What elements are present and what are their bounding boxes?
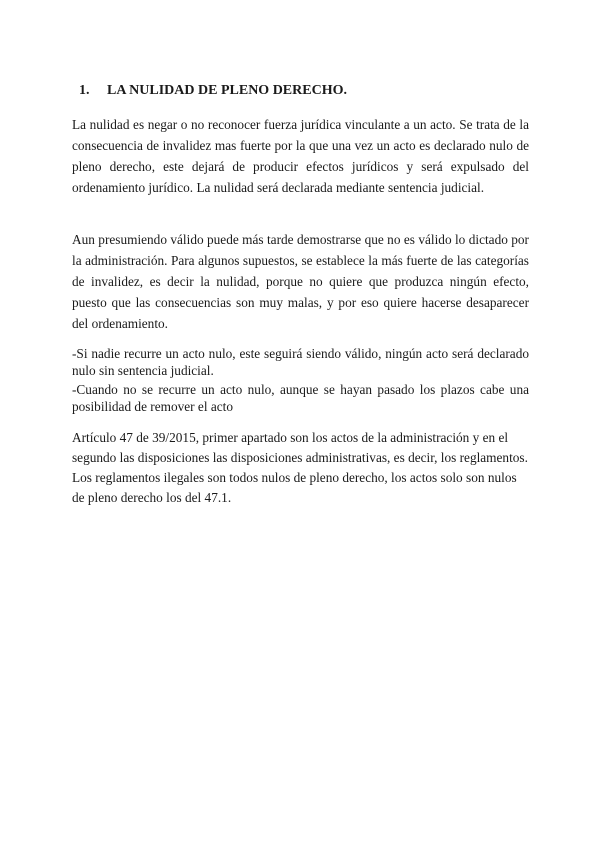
paragraph-bullet-1: -Si nadie recurre un acto nulo, este seguirá siendo válido, ningún acto será declarado nulo sin sentencia judicial. (72, 346, 529, 378)
section-heading (79, 82, 347, 100)
paragraph-bullet-2: -Cuando no se recurre un acto nulo, aunque se hayan pasado los plazos cabe una posibilidad de remover el acto (72, 382, 529, 414)
section-title: LA NULIDAD DE PLENO DERECHO. (107, 83, 347, 98)
section-number: 1. (79, 83, 90, 98)
paragraph-presumption: Aun presumiendo válido puede más tarde demostrarse que no es válido lo dictado por la administración. Para algunos supuestos, se establece la más fuerte de las categorías de invalidez, es decir la nulidad, porque no quiere que produzca ningún efecto, puesto que las consecuencias son muy malas, y por eso quiere hacerse desaparecer del ordenamiento. (72, 232, 529, 331)
paragraph-article-47: Artículo 47 de 39/2015, primer apartado son los actos de la administración y en el segundo las disposiciones las disposiciones administrativas, es decir, los reglamentos. Los reglamentos ilegales son todos nulos de pleno derecho, los actos solo son nulos de pleno derecho los del 47.1. (72, 430, 528, 505)
paragraph-definition: La nulidad es negar o no reconocer fuerza jurídica vinculante a un acto. Se trata de la consecuencia de invalidez mas fuerte por la que una vez un acto es declarado nulo de pleno derecho, este dejará de producir efectos jurídicos y será expulsado del ordenamiento jurídico. La nulidad será declarada mediante sentencia judicial. (72, 117, 529, 195)
